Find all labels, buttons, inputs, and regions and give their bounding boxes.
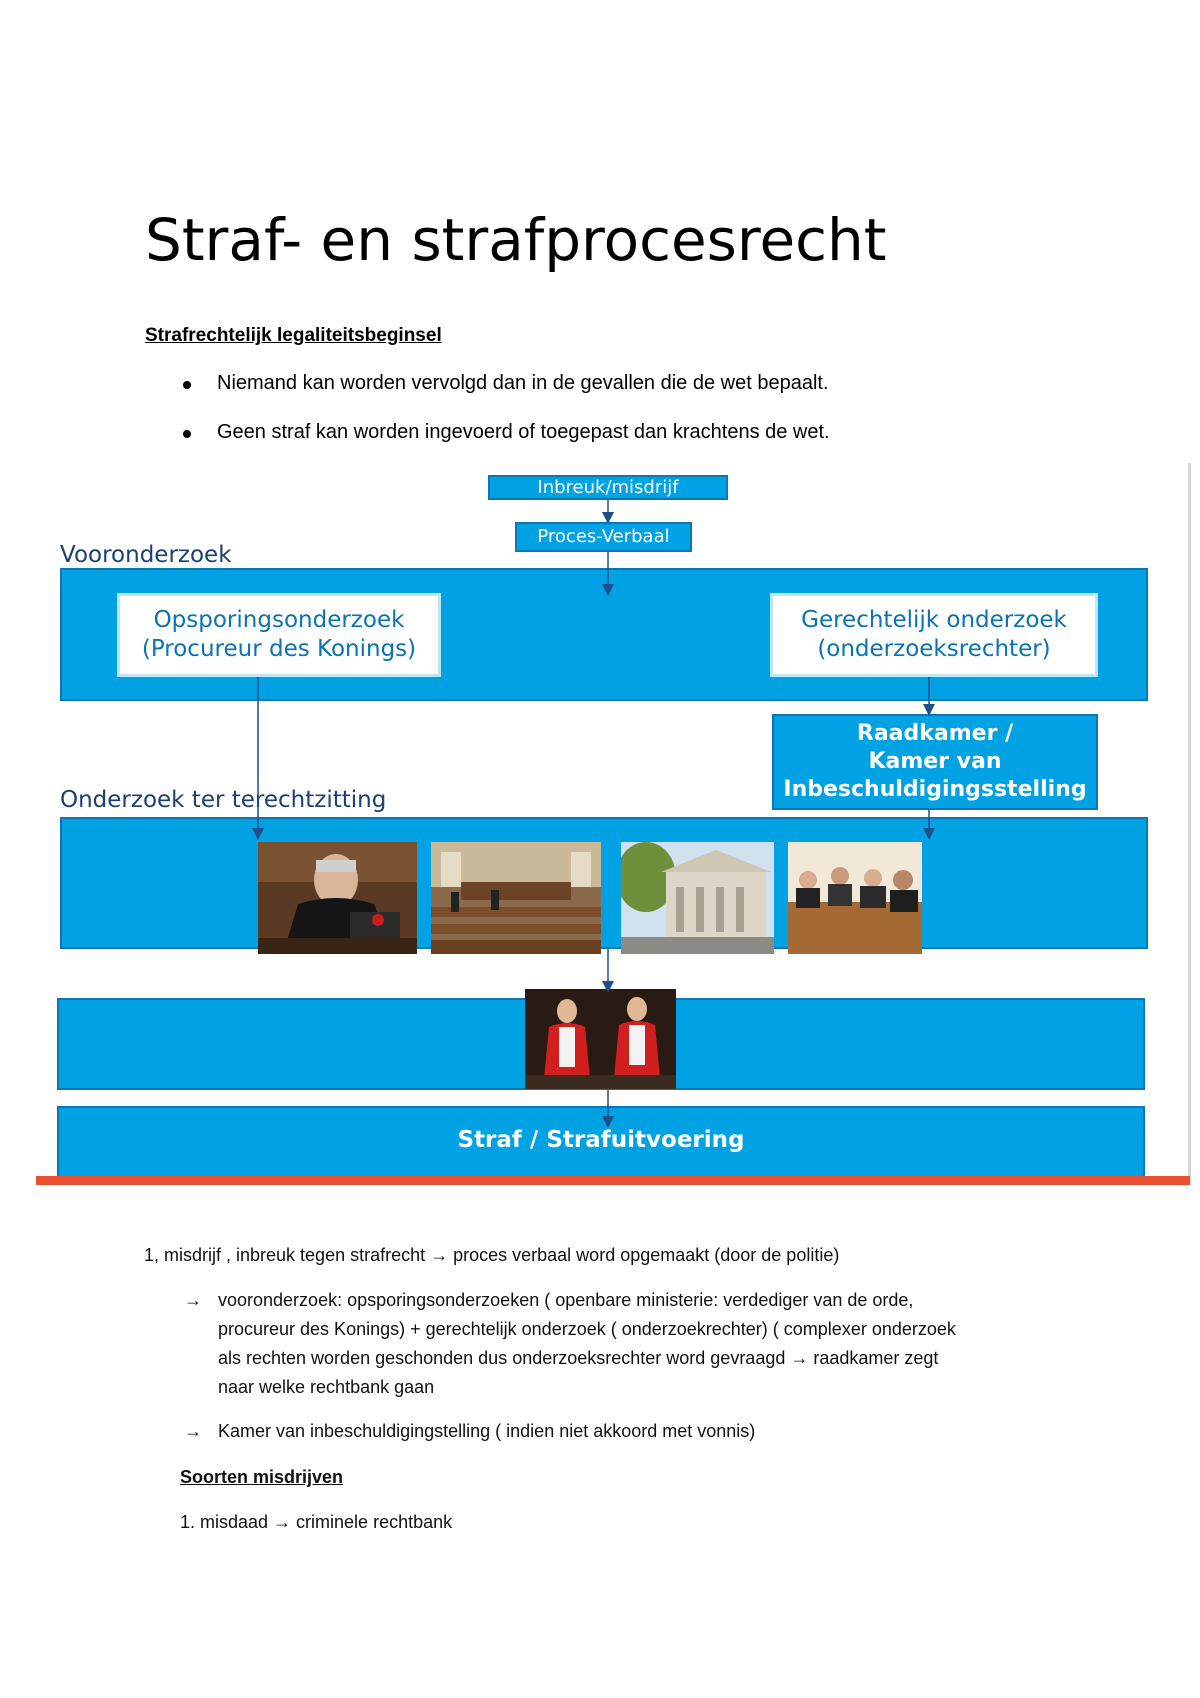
- note-kamer-text: Kamer van inbeschuldigingstelling ( indien niet akkoord met vonnis): [218, 1421, 756, 1441]
- photo-jury-image: [788, 842, 922, 954]
- box-opsporing-line1: Opsporingsonderzoek: [153, 607, 405, 633]
- note-line: naar welke rechtbank gaan: [218, 1377, 435, 1397]
- bullet-dot-icon: [183, 381, 191, 389]
- label-terechtzitting: Onderzoek ter terechtzitting: [60, 787, 387, 813]
- bullet-dot-icon: [183, 430, 191, 438]
- photo-judge: [258, 842, 417, 954]
- photo-judges-image: [525, 989, 676, 1089]
- photo-judges-red-robes: [525, 989, 676, 1089]
- note-misdaad: 1. misdaad → criminele rechtbank: [180, 1512, 453, 1532]
- arrow-icon: →: [184, 1421, 202, 1441]
- panel-terechtzitting: [60, 817, 1148, 949]
- criminal-procedure-diagram: [0, 460, 1200, 1195]
- photo-courtroom: [431, 842, 601, 954]
- note-step-1: 1, misdrijf , inbreuk tegen strafrecht → proces verbaal word opgemaakt (door de politie): [144, 1245, 840, 1265]
- box-gerechtelijk-line2: (onderzoeksrechter): [817, 636, 1051, 662]
- page-title: Straf- en strafprocesrecht: [145, 206, 887, 274]
- section-heading-soorten-misdrijven: Soorten misdrijven: [180, 1467, 344, 1487]
- panel-straf: [57, 1106, 1145, 1178]
- box-proces-verbaal: [515, 522, 692, 552]
- label-vooronderzoek: Vooronderzoek: [60, 542, 232, 568]
- photo-courthouse: [621, 842, 774, 954]
- box-pv-label: Proces-Verbaal: [537, 526, 670, 547]
- arrow-icon: →: [184, 1290, 202, 1310]
- box-opsporingsonderzoek: [117, 593, 441, 677]
- box-raadkamer-line3: Inbeschuldigingsstelling: [783, 777, 1087, 802]
- note-line: vooronderzoek: opsporingsonderzoeken ( openbare ministerie: verdediger van de orde,: [218, 1290, 914, 1310]
- photo-courthouse-image: [621, 842, 774, 954]
- box-gerechtelijk-onderzoek: [770, 593, 1098, 677]
- bullet-text: Geen straf kan worden ingevoerd of toegepast dan krachtens de wet.: [217, 421, 830, 443]
- photo-judge-image: [258, 842, 417, 954]
- box-inbreuk: [488, 475, 728, 500]
- box-raadkamer: [772, 714, 1098, 810]
- note-vooronderzoek: [184, 1286, 956, 1397]
- bullet-text: Niemand kan worden vervolgd dan in de gevallen die de wet bepaalt.: [217, 372, 829, 394]
- photo-jury: [788, 842, 922, 954]
- box-gerechtelijk-line1: Gerechtelijk onderzoek: [801, 607, 1067, 633]
- photo-courtroom-image: [431, 842, 601, 954]
- box-raadkamer-line1: Raadkamer /: [856, 721, 1014, 746]
- note-kamer-van-inbeschuldigingstelling: [184, 1417, 756, 1446]
- box-opsporing-line2: (Procureur des Konings): [141, 636, 417, 662]
- diagram-red-accent-bar: [36, 1176, 1190, 1185]
- box-inbreuk-label: Inbreuk/misdrijf: [537, 477, 679, 498]
- diagram-right-border: [1188, 463, 1191, 1185]
- box-raadkamer-line2: Kamer van: [868, 749, 1002, 774]
- note-line: procureur des Konings) + gerechtelijk onderzoek ( onderzoekrechter) ( complexer onderzoek: [218, 1319, 956, 1339]
- section-heading-legaliteitsbeginsel: Strafrechtelijk legaliteitsbeginsel: [145, 325, 442, 346]
- note-line: als rechten worden geschonden dus onderzoeksrechter word gevraagd → raadkamer zegt: [218, 1348, 939, 1368]
- note-vooronderzoek-lines: [218, 1286, 956, 1402]
- panel-straf-label: Straf / Strafuitvoering: [457, 1127, 745, 1153]
